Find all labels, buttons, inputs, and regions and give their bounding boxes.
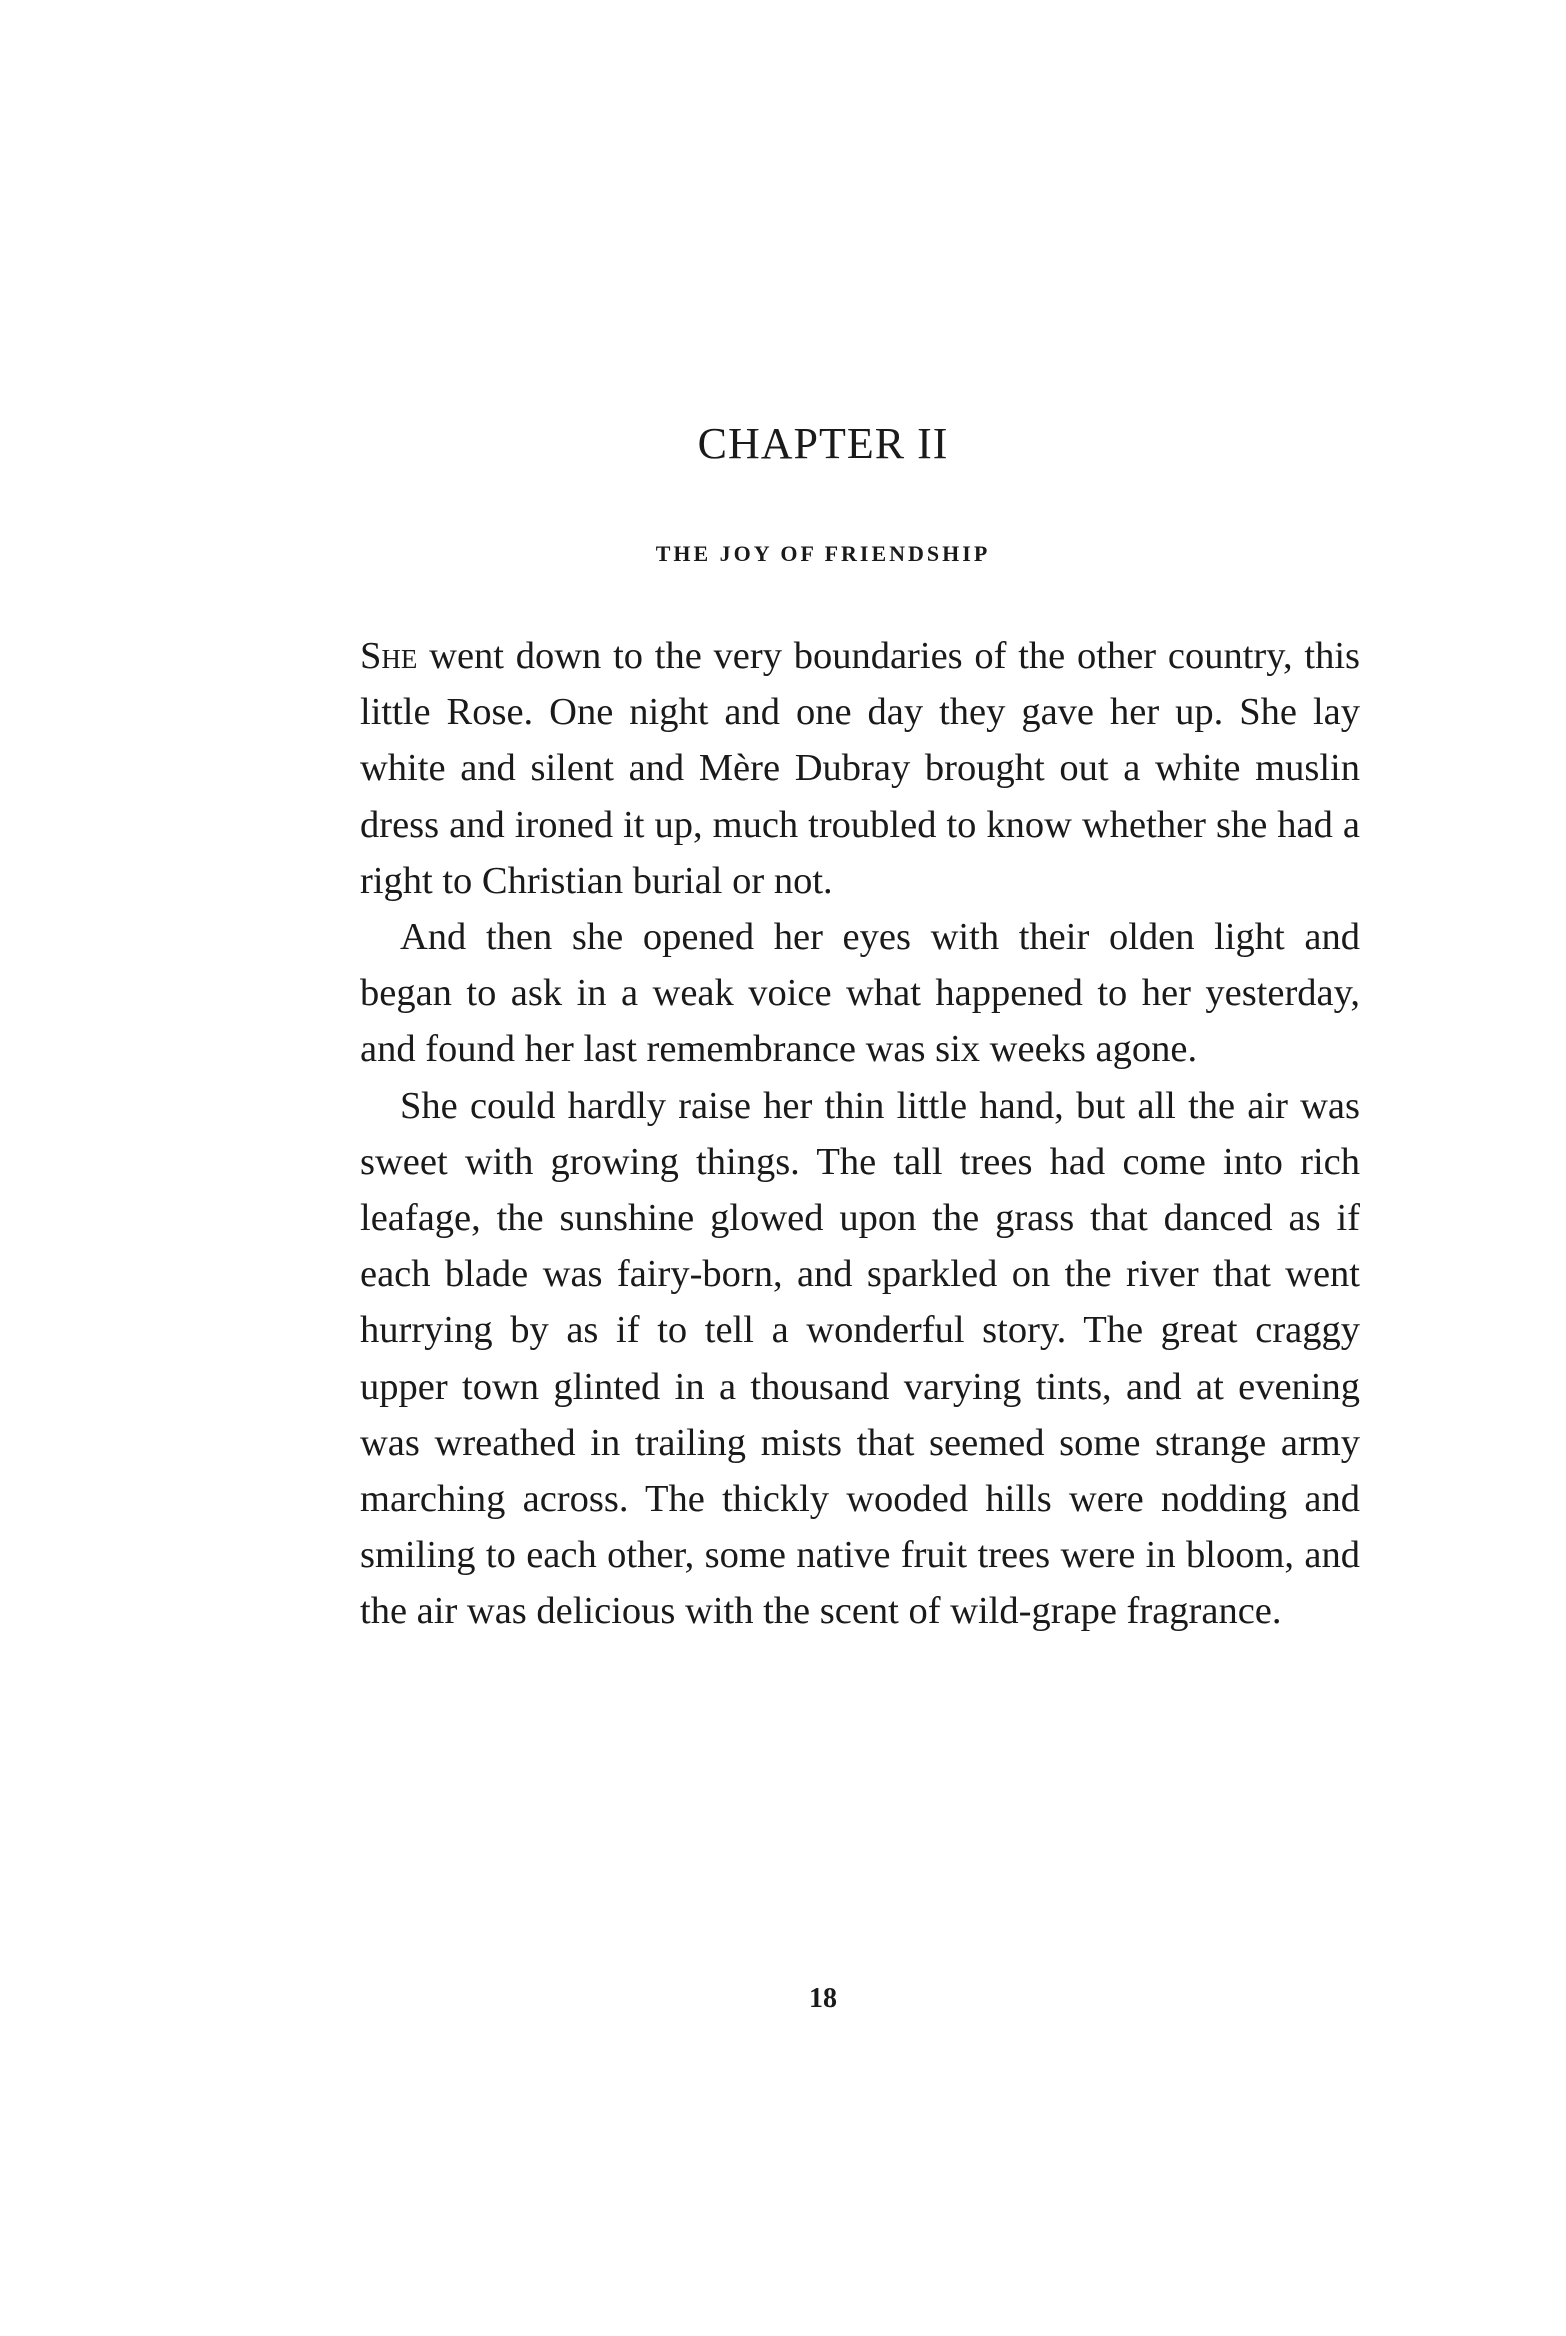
drop-word: She xyxy=(360,635,418,677)
paragraph-3: She could hardly raise her thin little hand, but all the air was sweet with growing things. The tall trees had come into rich leafage, the sunshine glowed upon the grass that danced as if each blade was fairy-born, and sparkled on the river that went hurrying by as if to tell a wonderful story. The great craggy upper town glinted in a thousand varying tints, and at evening was wreathed in trailing mists that seemed some strange army marching across. The thickly wooded hills were nodding and smiling to each other, some native fruit trees were in bloom, and the air was delicious with the scent of wild-grape fragrance. xyxy=(360,1084,1360,1633)
chapter-subtitle: THE JOY OF FRIENDSHIP xyxy=(655,541,991,566)
chapter-body xyxy=(360,628,1360,1640)
paragraph-2: And then she opened her eyes with their olden light and began to ask in a weak voice what happened to her yesterday, and found her last remembrance was six weeks agone. xyxy=(360,916,1360,1071)
paragraph-1-text: went down to the very boundaries of the other country, this little Rose. One night and one day they gave her up. She lay white and silent and Mère Dubray brought out a white muslin dress and ironed it up, much troubled to know whether she had a right to Christian burial or not. xyxy=(360,635,1360,902)
paragraph-1 xyxy=(360,628,1360,909)
chapter-title: CHAPTER II xyxy=(697,419,949,468)
page-number: 18 xyxy=(809,1983,837,2014)
